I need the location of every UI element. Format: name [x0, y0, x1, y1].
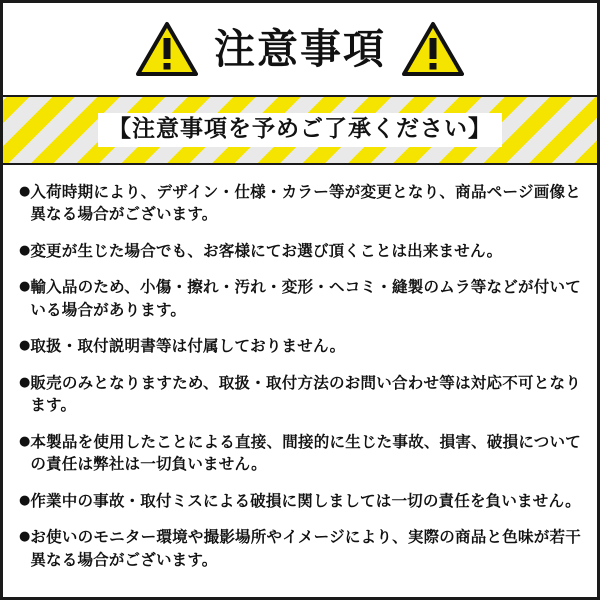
list-item	[19, 431, 581, 476]
note-text: 販売のみとなりますため、取扱・取付方法のお問い合わせ等は対応不可となります。	[30, 373, 581, 415]
bullet-icon: ●	[19, 184, 31, 199]
page-title: 注意事項	[214, 24, 386, 73]
warning-triangle-icon	[402, 21, 464, 77]
note-text: 作業中の事故・取付ミスによる破損に関しましては一切の責任を負いません。	[30, 491, 581, 510]
notes-list	[3, 165, 597, 571]
list-item	[19, 276, 581, 321]
list-item	[19, 372, 581, 417]
bullet-icon: ●	[19, 374, 31, 390]
note-text: 入荷時期により、デザイン・仕様・カラー等が変更となり、商品ページ画像と異なる場合がございます。	[30, 183, 581, 224]
title-band	[3, 3, 597, 95]
warning-triangle-icon	[136, 21, 198, 77]
bullet-icon: ●	[19, 433, 31, 449]
bullet-icon: ●	[19, 529, 31, 545]
hazard-stripe-band	[3, 95, 597, 165]
note-text: 取扱・取付説明書等は付属しておりません。	[30, 337, 346, 356]
bullet-icon: ●	[19, 338, 31, 354]
note-text: 本製品を使用したことによる直接、間接的に生じた事故、損害、破損についての責任は弊社は一切負いません。	[30, 432, 581, 474]
list-item	[19, 335, 581, 357]
note-text: お使いのモニター環境や撮影場所やイメージにより、実際の商品と色味が若干異なる場合がございます。	[30, 528, 581, 569]
note-text: 変更が生じた場合でも、お客様にてお選び頂くことは出来ません。	[30, 241, 503, 260]
list-item	[19, 240, 581, 262]
list-item	[19, 526, 581, 571]
list-item	[19, 490, 581, 512]
note-text: 輸入品のため、小傷・擦れ・汚れ・変形・ヘコミ・縫製のムラ等などが付いている場合があります。	[30, 278, 581, 319]
bullet-icon: ●	[19, 242, 31, 258]
bullet-icon: ●	[19, 279, 31, 295]
list-item	[19, 181, 581, 226]
bullet-icon: ●	[19, 492, 31, 508]
banner-text: 【注意事項を予めご了承ください】	[98, 113, 502, 147]
